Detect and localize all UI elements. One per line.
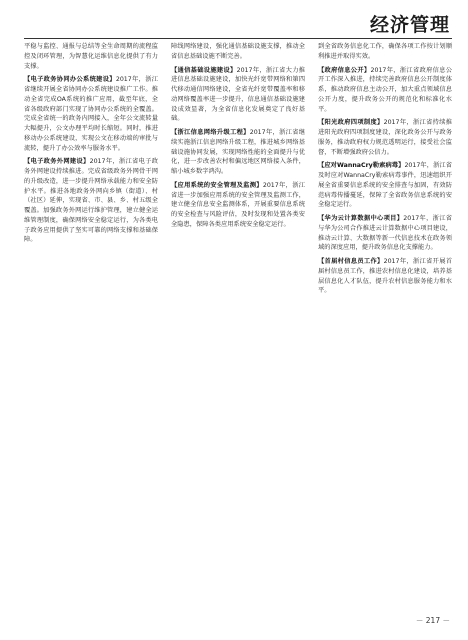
article-columns	[24, 42, 452, 598]
paragraph-text: 2017年，浙江省与华为公司合作推进云计算数据中心项目建设，推动云计算、大数据等新一代信息技术在政务领域的深度应用，提升政务信息化支撑能力。	[318, 215, 452, 252]
section-paragraph	[318, 214, 452, 253]
paragraph	[318, 42, 452, 62]
page-header-title: 经济管理	[369, 14, 450, 36]
section-heading: 【电子政务协同办公系统建设】	[24, 76, 116, 84]
paragraph-text: 到全省政务信息化工作，确保各项工作按计划顺利推进并取得实效。	[318, 43, 452, 60]
section-heading: 【电子政务外网建设】	[24, 158, 90, 166]
section-paragraph	[171, 66, 305, 125]
section-heading: 【通信基础设施建设】	[171, 66, 237, 74]
section-paragraph	[318, 118, 452, 157]
paragraph-text: 2017年，浙江省大力推进信息基础设施建设，加快光纤宽带网络和第四代移动通信网络建设，全省光纤宽带覆盖率和移动网络覆盖率进一步提升，信息通信基础设施建设成效显著，为全省信息化发展奠定了良好基础。	[171, 66, 305, 123]
column-3	[318, 42, 452, 598]
section-heading: 【应用系统的安全管理及监测】	[171, 181, 263, 189]
paragraph-text: 2017年，浙江省继续开展全省协同办公系统建设推广工作。推动全省完成OA系统的推广应用，截至年底，全省各级政府部门实现了协同办公系统的全覆盖。完成全省统一的政务内网接入，全年公文流转量大幅提升，公文办理平均时长缩短。同时，推进移动办公系统建设，实现公文在移动端的审批与流转，提升了办公效率与服务水平。	[24, 76, 158, 152]
section-paragraph	[318, 161, 452, 210]
section-paragraph	[171, 128, 305, 177]
section-heading: 【华为云计算数据中心项目】	[318, 215, 404, 222]
section-heading: 【阳光政府四项制度】	[318, 119, 384, 127]
section-heading: 【政府信息公开】	[318, 66, 371, 74]
section-heading: 【应对WannaCry勒索病毒】	[318, 162, 405, 170]
column-1	[24, 42, 158, 598]
section-heading: 【浙江信息网络升级工程】	[171, 129, 250, 136]
section-heading: 【首届村信息员工作】	[318, 258, 384, 265]
paragraph-text: 2017年，浙江省政府信息公开工作深入推进，持续完善政府信息公开制度体系，推动政府信息主动公开，加大重点领域信息公开力度，提升政务公开的规范化和标准化水平。	[318, 66, 452, 113]
section-paragraph	[24, 75, 158, 153]
section-paragraph	[318, 257, 452, 296]
paragraph-text: 2017年，浙江省继续实施浙江信息网络升级工程，推进城乡网络基础设施协同发展，实现网络性能的全面提升与优化，进一步改善农村和偏远地区网络接入条件，缩小城乡数字鸿沟。	[171, 129, 305, 175]
section-paragraph	[24, 157, 158, 245]
section-paragraph	[318, 66, 452, 115]
paragraph-text: 2017年，浙江省进一步加强应用系统的安全管理及监测工作，建立健全信息安全监测体系，开展重要信息系统的安全检查与风险评估，及时发现和处置各类安全隐患，保障各类应用系统安全稳定运行。	[171, 181, 305, 228]
paragraph	[171, 42, 305, 62]
paragraph-text: 障线网络建设，强化通信基础设施支撑，推动全省信息基础设施不断完善。	[171, 43, 305, 60]
paragraph-text: 2017年，浙江省持续推进阳光政府四项制度建设，深化政务公开与政务服务，推动政府权力规范透明运行，接受社会监督，不断增强政府公信力。	[318, 119, 452, 156]
paragraph	[24, 42, 158, 71]
column-2	[171, 42, 305, 598]
paragraph-text: 2017年，浙江省电子政务外网建设持续推进。完成省级政务外网骨干网的升级改造，进一步提升网络承载能力和安全防护水平。推进各地政务外网向乡镇（街道）、村（社区）延伸，实现省、市、县、乡、村五级全覆盖。加强政务外网运行维护管理，建立健全运维管理制度，确保网络安全稳定运行，为各类电子政务应用提供了坚实可靠的网络支撑和基础保障。	[24, 158, 158, 244]
paragraph-text: 平稳与监控、通报与总结等全生命周期的流程监控及闭环管理，为智慧化运维信息化提供了有力支撑。	[24, 43, 158, 70]
section-paragraph	[171, 181, 305, 230]
page-number: － 217 －	[415, 616, 450, 625]
paragraph-text: 2017年，浙江省及时应对WannaCry勒索病毒事件，迅速组织开展全省重要信息系统的安全排查与加固，有效防范病毒传播蔓延，保障了全省政务信息系统的安全稳定运行。	[318, 162, 452, 209]
header-rule	[24, 38, 452, 39]
paragraph-text: 2017年，浙江省开展首届村信息员工作，推进农村信息化建设，培养基层信息化人才队伍，提升农村信息服务能力和水平。	[318, 258, 452, 295]
